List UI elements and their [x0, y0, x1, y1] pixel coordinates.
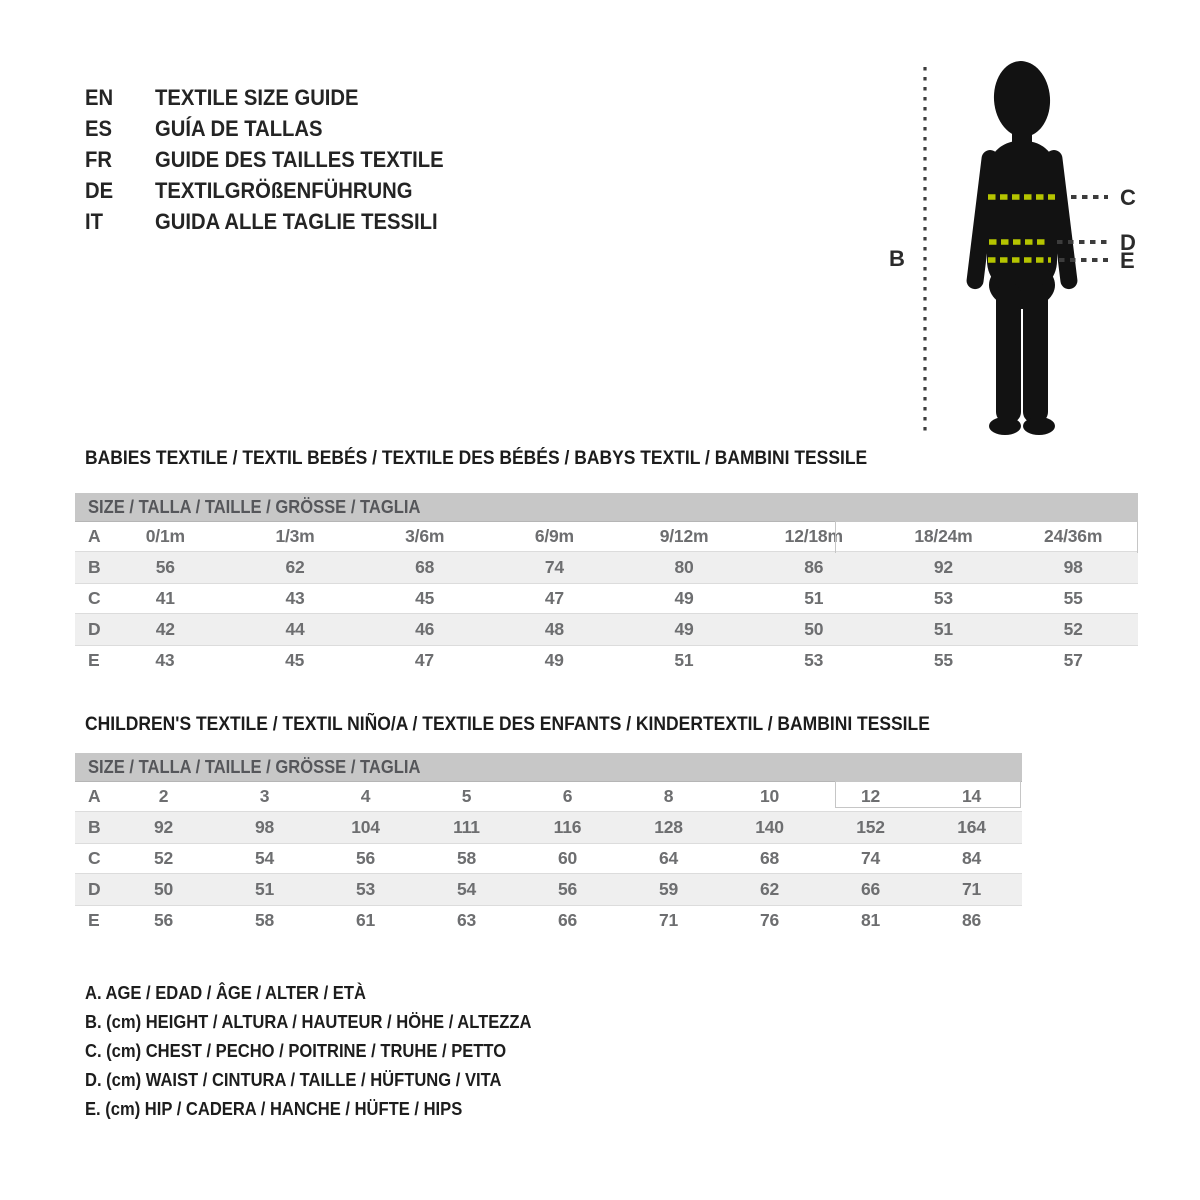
row-label: A [88, 526, 101, 546]
lang-row-en [85, 82, 469, 113]
size-header-text: SIZE / TALLA / TAILLE / GRÖSSE / TAGLIA [88, 757, 421, 777]
row-label: D [88, 619, 101, 639]
table-cell: 41 [155, 588, 175, 608]
measurement-legend [85, 979, 570, 1124]
table-cell: 54 [254, 848, 275, 868]
table-cell: 60 [557, 848, 578, 868]
table-cell: 49 [674, 619, 694, 639]
lang-code: EN [85, 84, 114, 110]
table-row-C [75, 583, 1138, 614]
table-cell: 59 [658, 879, 679, 899]
table-cell: 43 [285, 588, 305, 608]
table-cell: 51 [254, 879, 275, 899]
lang-title: TEXTILE SIZE GUIDE [155, 84, 359, 110]
table-cell: 2 [158, 786, 169, 806]
table-cell: 128 [654, 817, 683, 837]
lang-row-it [85, 206, 469, 237]
lang-title: TEXTILGRÖßENFÜHRUNG [155, 177, 413, 203]
table-cell: 92 [933, 557, 953, 577]
row-label: B [88, 557, 101, 577]
table-row-D [75, 614, 1138, 645]
table-cell: 56 [355, 848, 376, 868]
waist-label: D [1120, 230, 1136, 255]
table-cell: 55 [1063, 588, 1083, 608]
table-cell: 9/12m [659, 526, 709, 546]
children-table-rows [75, 781, 1022, 936]
lang-code: DE [85, 177, 114, 203]
lang-title: GUIDA ALLE TAGLIE TESSILI [155, 208, 438, 234]
table-row-B [75, 552, 1138, 583]
table-cell: 98 [1063, 557, 1083, 577]
chest-label: C [1120, 185, 1136, 210]
table-cell: 45 [415, 588, 435, 608]
table-cell: 74 [544, 557, 564, 577]
table-row-A [75, 521, 1138, 552]
table-cell: 51 [933, 619, 953, 639]
table-cell: 164 [957, 817, 986, 837]
table-cell: 58 [456, 848, 477, 868]
child-figure-diagram [875, 55, 1175, 445]
table-cell: 1/3m [275, 526, 315, 546]
babies-table-title-text: BABIES TEXTILE / TEXTIL BEBÉS / TEXTILE DES BÉBÉS / BABYS TEXTIL / BAMBINI TESSILE [85, 448, 868, 469]
table-row-A [75, 781, 1022, 812]
table-cell: 68 [759, 848, 780, 868]
size-header-text: SIZE / TALLA / TAILLE / GRÖSSE / TAGLIA [88, 497, 421, 517]
table-cell: 47 [414, 650, 434, 670]
table-cell: 76 [759, 910, 780, 930]
row-label: D [88, 879, 101, 899]
table-cell: 48 [544, 619, 564, 639]
row-label: C [88, 848, 101, 868]
table-cell: 116 [553, 817, 582, 837]
table-cell: 51 [804, 588, 824, 608]
table-row-C [75, 843, 1022, 874]
table-cell: 18/24m [914, 526, 973, 546]
table-cell: 63 [456, 910, 477, 930]
language-title-list [85, 82, 469, 237]
table-cell: 56 [153, 910, 174, 930]
table-cell: 68 [415, 557, 435, 577]
height-label: B [889, 246, 905, 271]
lang-code: IT [85, 208, 103, 234]
children-table-title [85, 714, 1003, 736]
table-cell: 57 [1063, 650, 1083, 670]
table-row-E [75, 905, 1022, 936]
table-cell: 6 [562, 786, 573, 806]
table-cell: 64 [658, 848, 679, 868]
table-cell: 98 [254, 817, 275, 837]
lang-row-fr [85, 144, 469, 175]
babies-table-header [75, 493, 1138, 521]
table-cell: 12 [860, 786, 881, 806]
table-cell: 81 [860, 910, 881, 930]
children-table-header [75, 753, 1022, 781]
lang-row-de [85, 175, 469, 206]
table-cell: 49 [544, 650, 564, 670]
table-cell: 12/18m [784, 526, 843, 546]
table-cell: 0/1m [145, 526, 185, 546]
table-cell: 56 [557, 879, 578, 899]
table-cell: 56 [155, 557, 175, 577]
lang-code: FR [85, 146, 112, 172]
table-cell: 10 [759, 786, 780, 806]
table-cell: 80 [674, 557, 694, 577]
table-cell: 51 [674, 650, 694, 670]
table-cell: 111 [453, 817, 480, 837]
lang-title: GUIDE DES TAILLES TEXTILE [155, 146, 444, 172]
table-cell: 45 [285, 650, 305, 670]
table-cell: 62 [759, 879, 780, 899]
table-cell: 42 [155, 619, 175, 639]
babies-table-rows [75, 521, 1138, 676]
table-cell: 6/9m [534, 526, 574, 546]
table-cell: 92 [153, 817, 174, 837]
row-label: E [88, 910, 100, 930]
children-table-title-text: CHILDREN'S TEXTILE / TEXTIL NIÑO/A / TEXTILE DES ENFANTS / KINDERTEXTIL / BAMBINI TESSILE [85, 714, 930, 735]
table-cell: 43 [155, 650, 175, 670]
children-size-table [75, 753, 1022, 936]
table-row-D [75, 874, 1022, 905]
legend-line-height: B. (cm) HEIGHT / ALTURA / HAUTEUR / HÖHE / ALTEZZA [85, 1012, 532, 1032]
table-cell: 46 [415, 619, 435, 639]
table-cell: 71 [658, 910, 679, 930]
legend-line-chest: C. (cm) CHEST / PECHO / POITRINE / TRUHE / PETTO [85, 1041, 507, 1061]
table-cell: 104 [351, 817, 380, 837]
table-row-B [75, 812, 1022, 843]
table-cell: 50 [153, 879, 174, 899]
table-cell: 86 [961, 910, 982, 930]
table-cell: 3/6m [405, 526, 445, 546]
table-cell: 53 [355, 879, 376, 899]
table-cell: 50 [804, 619, 824, 639]
row-label: B [88, 817, 101, 837]
table-cell: 66 [557, 910, 578, 930]
table-cell: 14 [961, 786, 982, 806]
table-cell: 84 [961, 848, 982, 868]
table-cell: 58 [254, 910, 275, 930]
babies-table-title [85, 448, 935, 470]
table-cell: 44 [285, 619, 305, 639]
table-cell: 74 [860, 848, 881, 868]
table-cell: 53 [933, 588, 953, 608]
hip-label: E [1120, 248, 1135, 273]
table-cell: 4 [360, 786, 371, 806]
legend-line-hip: E. (cm) HIP / CADERA / HANCHE / HÜFTE / HIPS [85, 1099, 463, 1119]
table-cell: 54 [456, 879, 477, 899]
row-label: C [88, 588, 101, 608]
table-cell: 52 [153, 848, 174, 868]
legend-line-waist: D. (cm) WAIST / CINTURA / TAILLE / HÜFTUNG / VITA [85, 1070, 502, 1090]
table-cell: 55 [933, 650, 953, 670]
table-cell: 86 [804, 557, 824, 577]
table-cell: 66 [860, 879, 881, 899]
lang-code: ES [85, 115, 113, 141]
row-label: E [88, 650, 100, 670]
lang-title: GUÍA DE TALLAS [155, 115, 323, 141]
table-cell: 62 [285, 557, 305, 577]
legend-line-age: A. AGE / EDAD / ÂGE / ALTER / ETÀ [85, 983, 366, 1003]
table-cell: 152 [856, 817, 885, 837]
row-label: A [88, 786, 101, 806]
table-cell: 8 [663, 786, 674, 806]
table-cell: 140 [755, 817, 784, 837]
table-cell: 52 [1063, 619, 1083, 639]
table-cell: 3 [259, 786, 270, 806]
table-cell: 61 [355, 910, 376, 930]
table-cell: 53 [804, 650, 824, 670]
table-row-E [75, 645, 1138, 676]
babies-size-table [75, 493, 1138, 676]
table-cell: 71 [961, 879, 982, 899]
table-cell: 24/36m [1044, 526, 1103, 546]
table-cell: 47 [544, 588, 564, 608]
lang-row-es [85, 113, 469, 144]
child-silhouette [966, 59, 1079, 435]
table-cell: 5 [461, 786, 472, 806]
table-cell: 49 [674, 588, 694, 608]
